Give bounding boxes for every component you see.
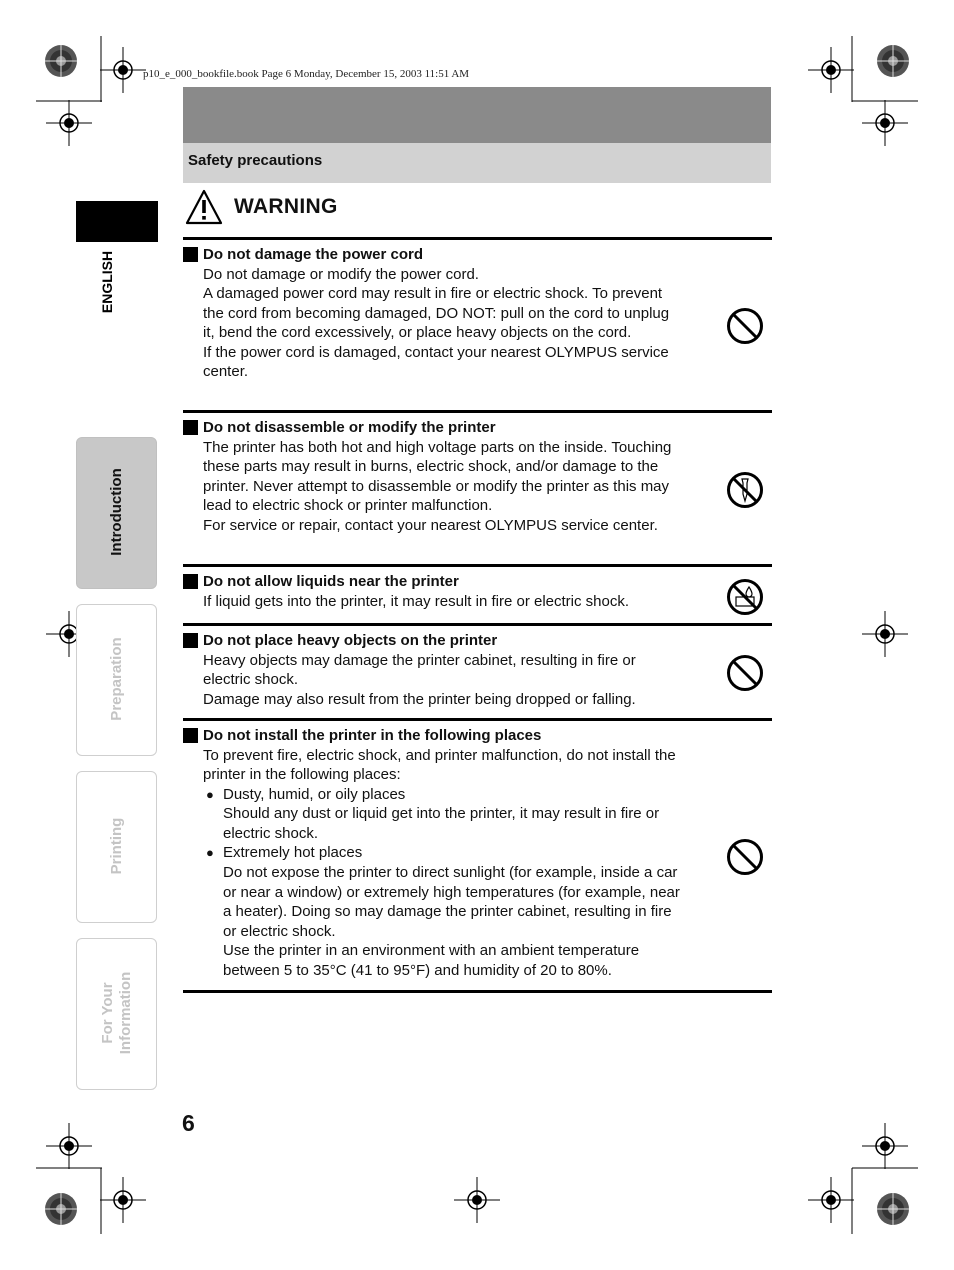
bullet-dot-icon: ● <box>206 786 214 802</box>
tab-label: Preparation <box>108 637 125 721</box>
item-body <box>203 265 683 383</box>
section-divider <box>183 623 772 626</box>
bullet-item <box>203 843 683 863</box>
section-divider <box>183 237 772 240</box>
bullet-head: Dusty, humid, or oily places <box>223 785 406 803</box>
item-title-text: Do not disassemble or modify the printer <box>203 419 496 436</box>
warning-item <box>183 245 772 382</box>
square-bullet-icon <box>183 574 198 589</box>
tab-printing[interactable] <box>76 771 157 923</box>
square-bullet-icon <box>183 420 198 435</box>
item-title-text: Do not install the printer in the following places <box>203 727 542 744</box>
item-paragraph: To prevent fire, electric shock, and printer malfunction, do not install the printer in the following places: <box>203 746 676 784</box>
item-paragraph: If liquid gets into the printer, it may result in fire or electric shock. <box>203 592 630 610</box>
bullet-detail <box>223 804 683 843</box>
item-paragraph: For service or repair, contact your nearest OLYMPUS service center. <box>203 516 658 534</box>
item-paragraph: Heavy objects may damage the printer cabinet, resulting in fire or electric shock. <box>203 651 636 689</box>
tab-label-line: Information <box>117 971 134 1055</box>
warning-item <box>183 418 772 535</box>
language-label: ENGLISH <box>99 250 115 314</box>
bullet-detail <box>223 863 683 981</box>
bullet-item <box>203 785 683 805</box>
bullet-head: Extremely hot places <box>223 844 363 862</box>
tab-label <box>99 933 135 1093</box>
item-title <box>183 245 772 265</box>
square-bullet-icon <box>183 633 198 648</box>
item-title <box>183 631 772 651</box>
section-divider <box>183 718 772 721</box>
item-paragraph: Do not expose the printer to direct sunlight (for example, inside a car or near a window) or extremely high temperatures (for example, near a heater). Doing so may damage the printer cabinet, resulting in fire or electric shock. <box>223 864 680 940</box>
item-title-text: Do not damage the power cord <box>203 246 424 263</box>
file-header: p10_e_000_bookfile.book Page 6 Monday, December 15, 2003 11:51 AM <box>143 68 470 80</box>
item-paragraph: Do not damage or modify the power cord. <box>203 265 479 283</box>
tab-label: Printing <box>108 817 125 875</box>
tab-label: Introduction <box>108 468 125 556</box>
section-title: Safety precautions <box>188 152 323 169</box>
warning-triangle-icon <box>184 188 224 226</box>
item-paragraph: Damage may also result from the printer being dropped or falling. <box>203 690 636 708</box>
item-title-text: Do not place heavy objects on the printer <box>203 632 498 649</box>
warning-item <box>183 726 772 981</box>
item-body <box>203 592 683 612</box>
tab-introduction[interactable] <box>76 437 157 589</box>
item-paragraph: A damaged power cord may result in fire or electric shock. To prevent the cord from becoming damaged, DO NOT: pull on the cord to unplug it, bend the cord excessively, or place heavy objects on the cord. <box>203 285 670 342</box>
warning-heading <box>184 187 338 227</box>
item-paragraph: Should any dust or liquid get into the printer, it may result in fire or electric shock. <box>223 805 660 842</box>
bullet-dot-icon: ● <box>206 845 214 861</box>
warning-item <box>183 572 772 611</box>
item-body <box>203 651 683 710</box>
section-divider <box>183 564 772 567</box>
no-liquids-icon <box>725 577 765 617</box>
page-number: 6 <box>182 1110 195 1136</box>
square-bullet-icon <box>183 728 198 743</box>
square-bullet-icon <box>183 247 198 262</box>
warning-item <box>183 631 772 709</box>
header-band <box>183 87 771 143</box>
item-title <box>183 572 772 592</box>
item-body <box>203 438 683 536</box>
section-divider <box>183 410 772 413</box>
item-title <box>183 418 772 438</box>
no-disassembly-icon <box>725 470 765 510</box>
prohibited-icon <box>725 653 765 693</box>
prohibited-icon <box>725 837 765 877</box>
item-title-text: Do not allow liquids near the printer <box>203 573 459 590</box>
item-paragraph: The printer has both hot and high voltage parts on the inside. Touching these parts may result in burns, electric shock, and/or damage to the printer. Never attempt to disassemble or modify the printer as this may lead to electric shock or printer malfunction. <box>203 438 672 515</box>
item-paragraph: Use the printer in an environment with an ambient temperature between 5 to 35°C (41 to 95°F) and humidity of 20 to 80%. <box>223 942 640 980</box>
tab-for-your-information[interactable] <box>76 938 157 1090</box>
warning-label: WARNING <box>234 195 338 218</box>
item-body <box>203 746 683 981</box>
item-title <box>183 726 772 746</box>
language-block <box>76 201 158 242</box>
section-divider <box>183 990 772 993</box>
item-paragraph: If the power cord is damaged, contact your nearest OLYMPUS service center. <box>203 343 669 381</box>
tab-label-line: For Your <box>99 982 116 1044</box>
prohibited-icon <box>725 306 765 346</box>
tab-preparation[interactable] <box>76 604 157 756</box>
